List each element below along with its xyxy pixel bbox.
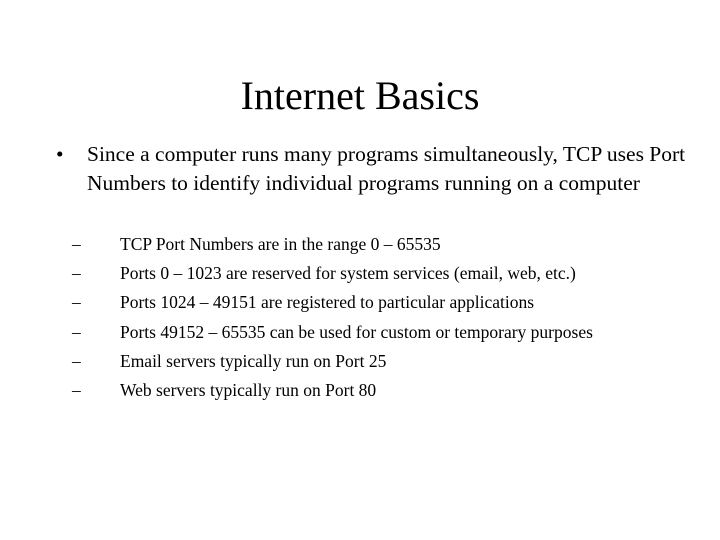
- sub-bullet-marker: –: [72, 321, 81, 342]
- sub-bullet-text: TCP Port Numbers are in the range 0 – 65535: [120, 234, 441, 254]
- bullet-marker: •: [56, 142, 64, 166]
- sub-bullet: [72, 376, 692, 405]
- sub-bullet-marker: –: [72, 292, 81, 313]
- sub-bullet-text: Ports 1024 – 49151 are registered to particular applications: [120, 292, 535, 313]
- main-bullet: [56, 140, 686, 198]
- sub-bullet: [72, 259, 692, 288]
- sub-bullet-marker: –: [72, 234, 81, 254]
- sub-bullet-text: Email servers typically run on Port 25: [120, 350, 387, 371]
- sub-bullet-text: Web servers typically run on Port 80: [120, 380, 377, 401]
- main-bullet-text: Since a computer runs many programs simultaneously, TCP uses Port Numbers to identify individual programs running on a computer: [87, 142, 686, 195]
- sub-bullet-text: Ports 49152 – 65535 can be used for custom or temporary purposes: [120, 321, 593, 342]
- sub-bullet: [72, 347, 692, 376]
- sub-bullet-marker: –: [72, 350, 81, 371]
- sub-bullet-marker: –: [72, 380, 81, 401]
- sub-bullet-list: [72, 230, 692, 405]
- sub-bullet: [72, 230, 692, 259]
- sub-bullet: [72, 288, 692, 317]
- slide-title: Internet Basics: [240, 73, 480, 118]
- sub-bullet-marker: –: [72, 263, 81, 284]
- sub-bullet-text: Ports 0 – 1023 are reserved for system services (email, web, etc.): [120, 263, 576, 284]
- sub-bullet: [72, 318, 692, 347]
